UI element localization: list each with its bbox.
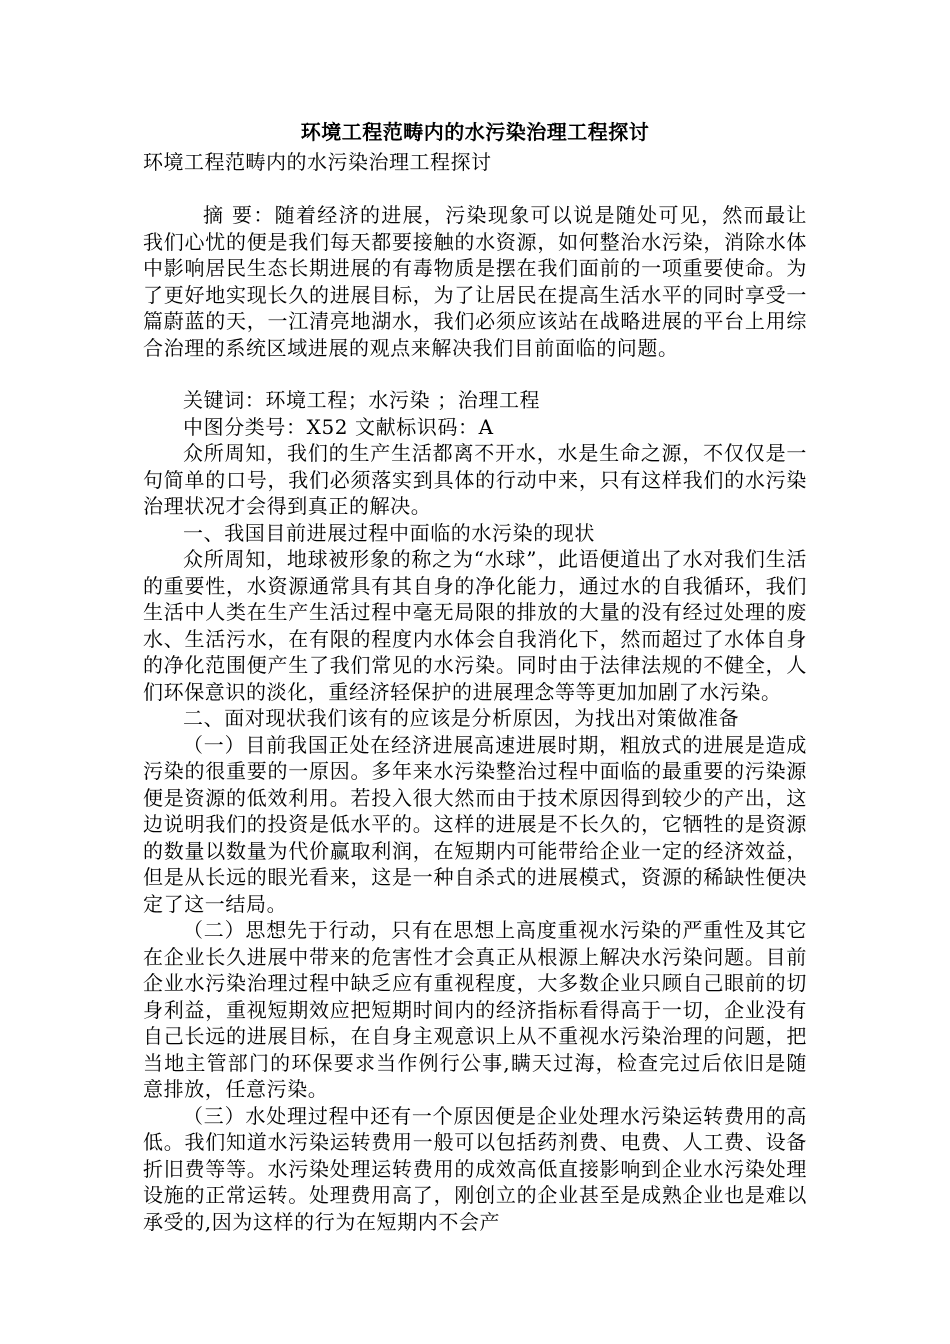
- body-paragraph: 众所周知，地球被形象的称之为“水球”，此语便道出了水对我们生活的重要性，水资源通常具有其自身的净化能力，通过水的自我循环，我们生活中人类在生产生活过程中毫无局限的排放的大量的没有经过处理的废水、生活污水，在有限的程度内水体会自我消化下，然而超过了水体自身的净化范围便产生了我们常见的水污染。同时由于法律法规的不健全，人们环保意识的淡化，重经济轻保护的进展理念等等更加加剧了水污染。: [143, 547, 807, 704]
- section-heading-2: 二、面对现状我们该有的应该是分析原因，为找出对策做准备: [183, 706, 740, 730]
- classification-line: 中图分类号：X52 文献标识码：A: [183, 414, 494, 439]
- body-paragraph: （二）思想先于行动，只有在思想上高度重视水污染的严重性及其它在企业长久进展中带来的危害性才会真正从根源上解决水污染问题。目前企业水污染治理过程中缺乏应有重视程度，大多数企业只顾自己眼前的切身利益，重视短期效应把短期时间内的经济指标看得高于一切，企业没有自己长远的进展目标，在自身主观意识上从不重视水污染治理的问题，把当地主管部门的环保要求当作例行公事,瞒天过海，检查完过后依旧是随意排放，任意污染。: [143, 918, 807, 1101]
- document-subtitle: 环境工程范畴内的水污染治理工程探讨: [143, 150, 492, 174]
- body-paragraph: 众所周知，我们的生产生活都离不开水，水是生命之源，不仅仅是一句简单的口号，我们必须落实到具体的行动中来，只有这样我们的水污染治理状况才会得到真正的解决。: [143, 441, 807, 518]
- abstract-paragraph: 摘 要：随着经济的进展，污染现象可以说是随处可见，然而最让我们心忧的便是我们每天都要接触的水资源，如何整治水污染，消除水体中影响居民生态长期进展的有毒物质是摆在我们面前的一项重要使命。为了更好地实现长久的进展目标，为了让居民在提高生活水平的同时享受一篇蔚蓝的天，一江清亮地湖水，我们必须应该站在战略进展的平台上用综合治理的系统区域进展的观点来解决我们目前面临的问题。: [143, 203, 807, 360]
- section-heading-1: 一、我国目前进展过程中面临的水污染的现状: [183, 520, 595, 545]
- document-title: 环境工程范畴内的水污染治理工程探讨: [300, 120, 650, 144]
- blank-line: [143, 176, 807, 202]
- body-paragraph: （三）水处理过程中还有一个原因便是企业处理水污染运转费用的高低。我们知道水污染运转费用一般可以包括药剂费、电费、人工费、设备折旧费等等。水污染处理运转费用的成效高低直接影响到企业水污染处理设施的正常运转。处理费用高了，刚创立的企业甚至是成熟企业也是难以承受的,因为这样的行为在短期内不会产: [143, 1103, 807, 1234]
- body-paragraph: （一）目前我国正处在经济进展高速进展时期，粗放式的进展是造成污染的很重要的一原因。多年来水污染整治过程中面临的最重要的污染源便是资源的低效利用。若投入很大然而由于技术原因得到较少的产出，这边说明我们的投资是低水平的。这样的进展是不长久的，它牺牲的是资源的数量以数量为代价赢取利润，在短期内可能带给企业一定的经济效益，但是从长远的眼光看来，这是一种自杀式的进展模式，资源的稀缺性便决定了这一结局。: [143, 732, 807, 916]
- blank-line: [143, 361, 807, 387]
- keywords-line: 关键词：环境工程；水污染 ；治理工程: [183, 388, 541, 412]
